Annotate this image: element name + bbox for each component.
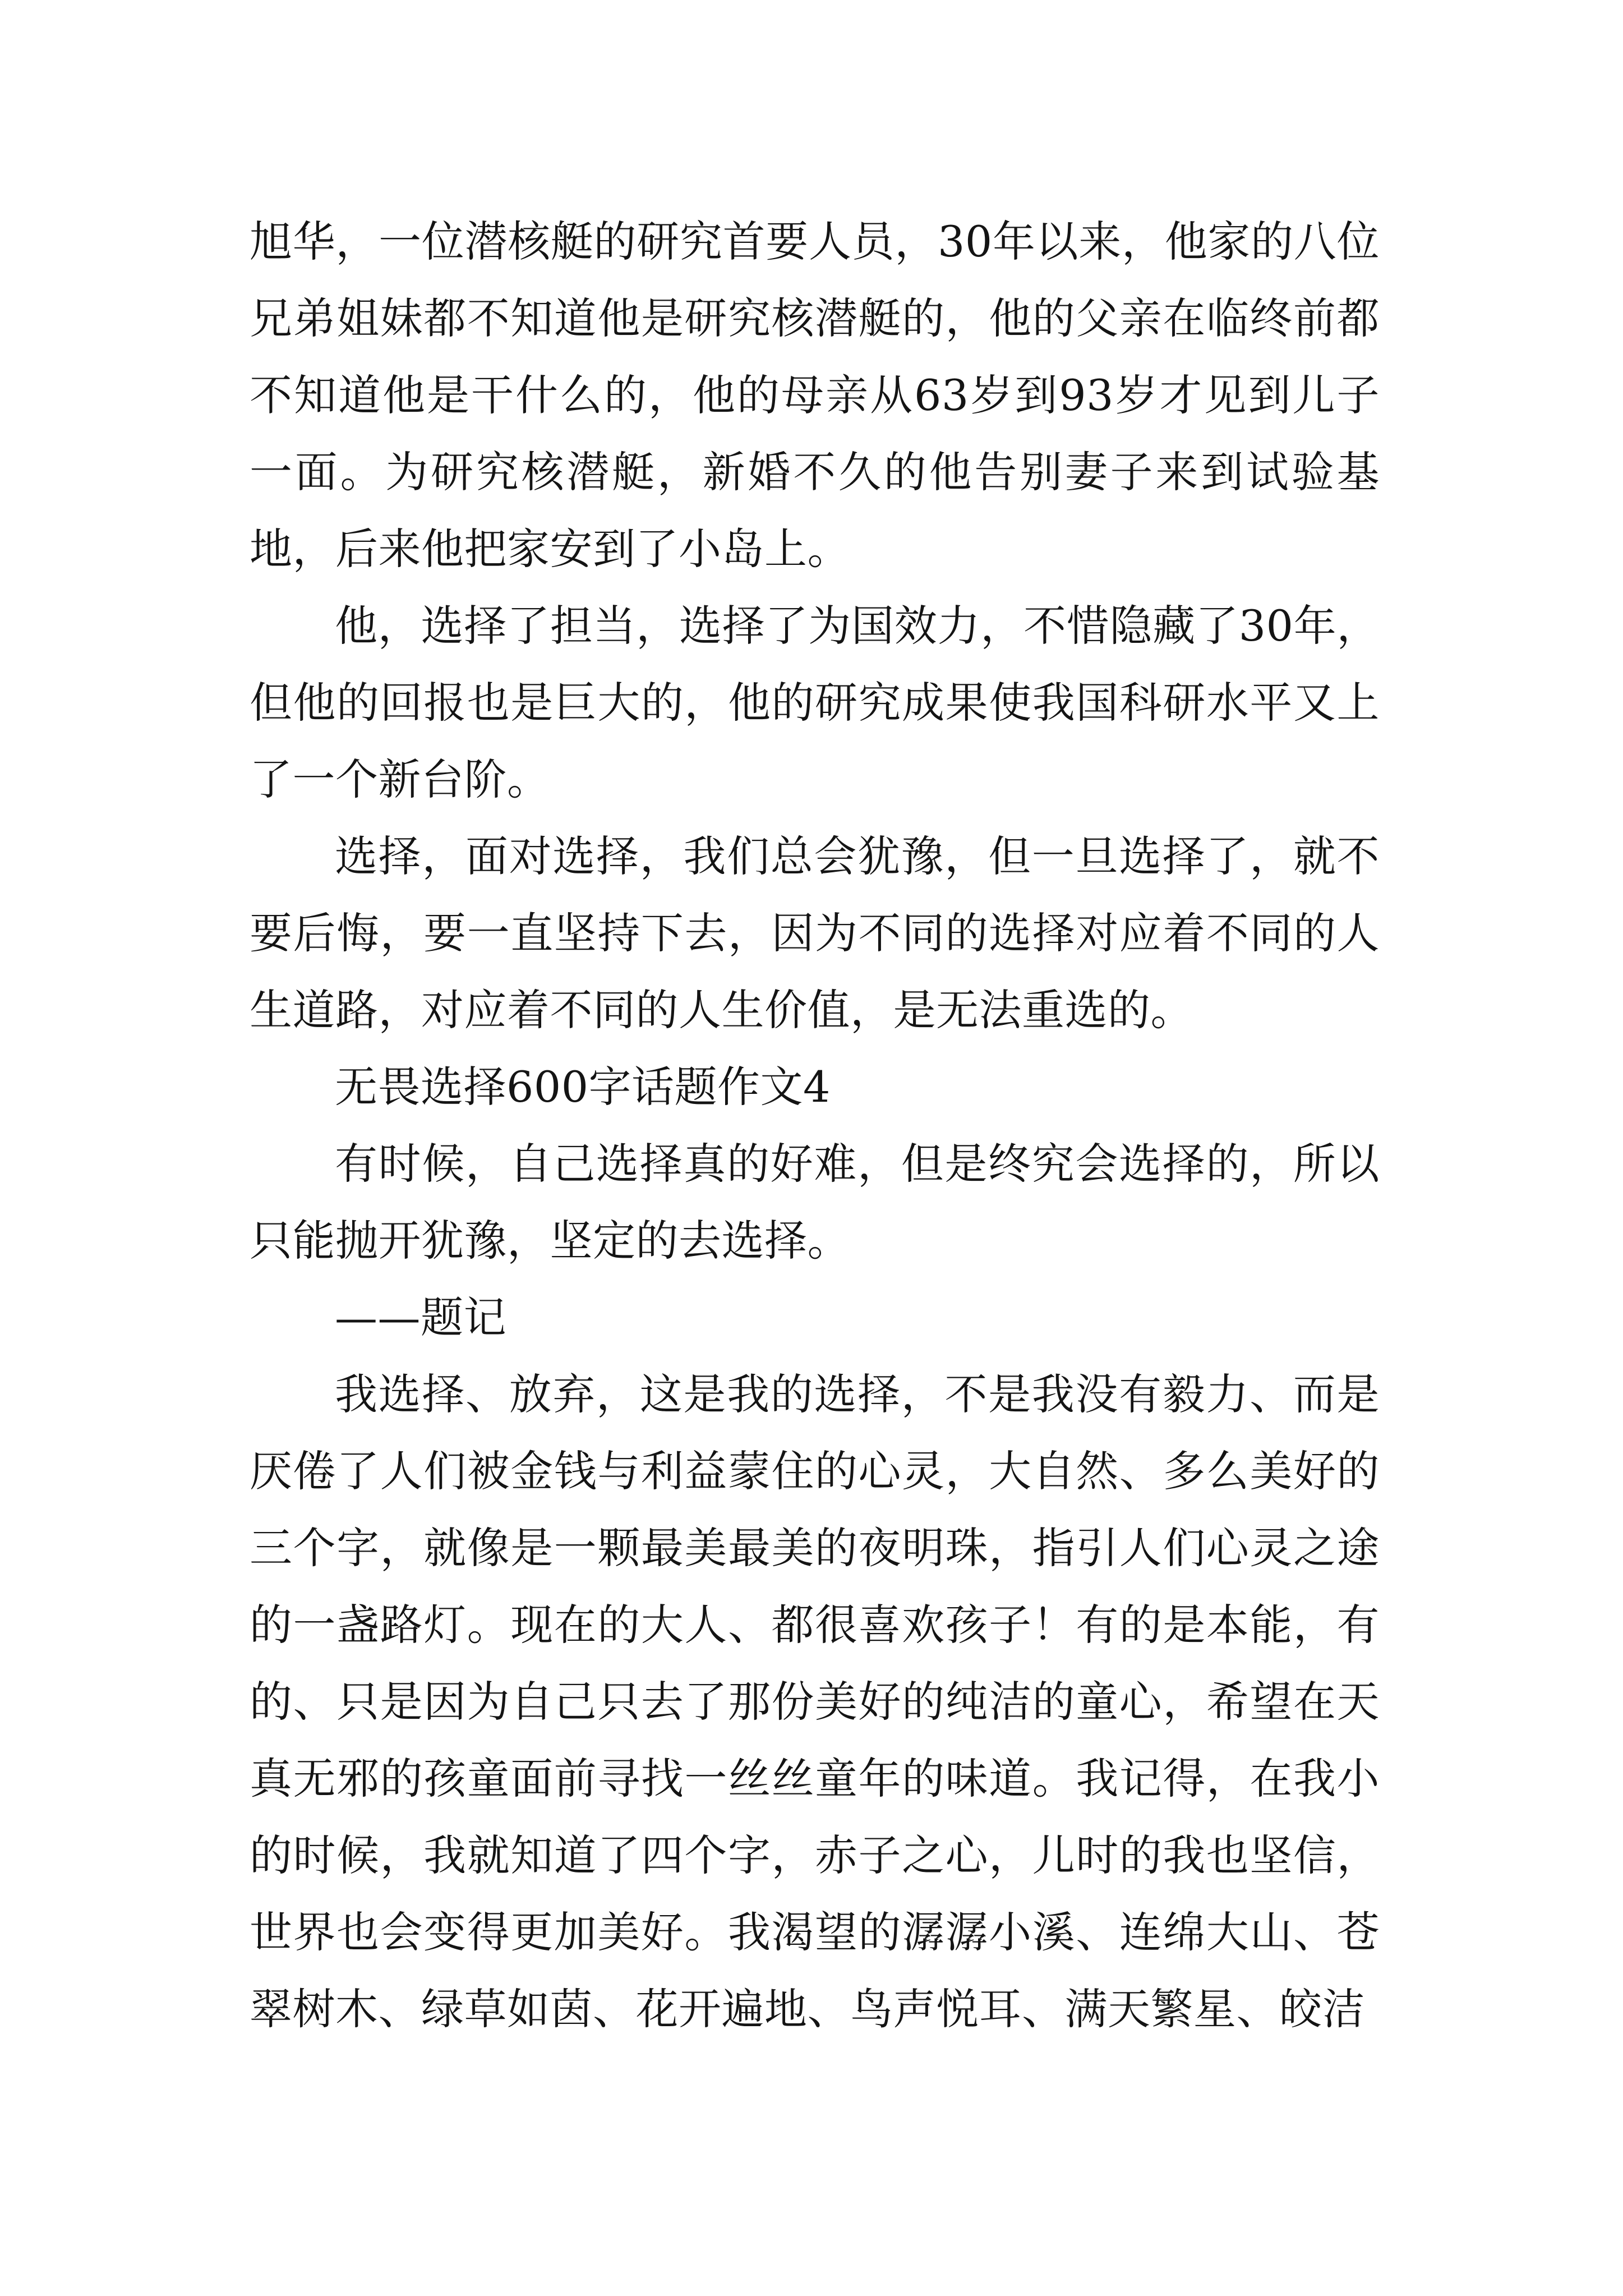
paragraph: 他，选择了担当，选择了为国效力，不惜隐藏了30年，但他的回报也是巨大的，他的研究成果使我国科研水平又上了一个新台阶。 — [250, 601, 1380, 804]
section-heading: 无畏选择600字话题作文4 — [335, 1062, 831, 1112]
paragraph-continuation: 旭华，一位潜核艇的研究首要人员，30年以来，他家的八位兄弟姐妹都不知道他是研究核潜艇的，他的父亲在临终前都不知道他是干什么的，他的母亲从63岁到93岁才见到儿子一面。为研究核潜艇，新婚不久的他告别妻子来到试验基地，后来他把家安到了小岛上。 — [250, 217, 1380, 574]
paragraph: 选择，面对选择，我们总会犹豫，但一旦选择了，就不要后悔，要一直坚持下去，因为不同的选择对应着不同的人生道路，对应着不同的人生价值，是无法重选的。 — [250, 831, 1380, 1035]
epigraph-attribution: ——题记 — [335, 1292, 506, 1342]
paragraph: 有时候，自己选择真的好难，但是终究会选择的，所以只能抛开犹豫，坚定的去选择。 — [250, 1139, 1380, 1266]
paragraph: 我选择、放弃，这是我的选择，不是我没有毅力、而是厌倦了人们被金钱与利益蒙住的心灵，大自然、多么美好的三个字，就像是一颗最美最美的夜明珠，指引人们心灵之途的一盏路灯。现在的大人、都很喜欢孩子！有的是本能，有的、只是因为自己只去了那份美好的纯洁的童心，希望在天真无邪的孩童面前寻找一丝丝童年的味道。我记得，在我小的时候，我就知道了四个字，赤子之心，儿时的我也坚信，世界也会变得更加美好。我渴望的潺潺小溪、连绵大山、苍翠树木、绿草如茵、花开遍地、鸟声悦耳、满天繁星、皎洁 — [250, 1369, 1380, 2034]
document-body — [250, 203, 1380, 2047]
